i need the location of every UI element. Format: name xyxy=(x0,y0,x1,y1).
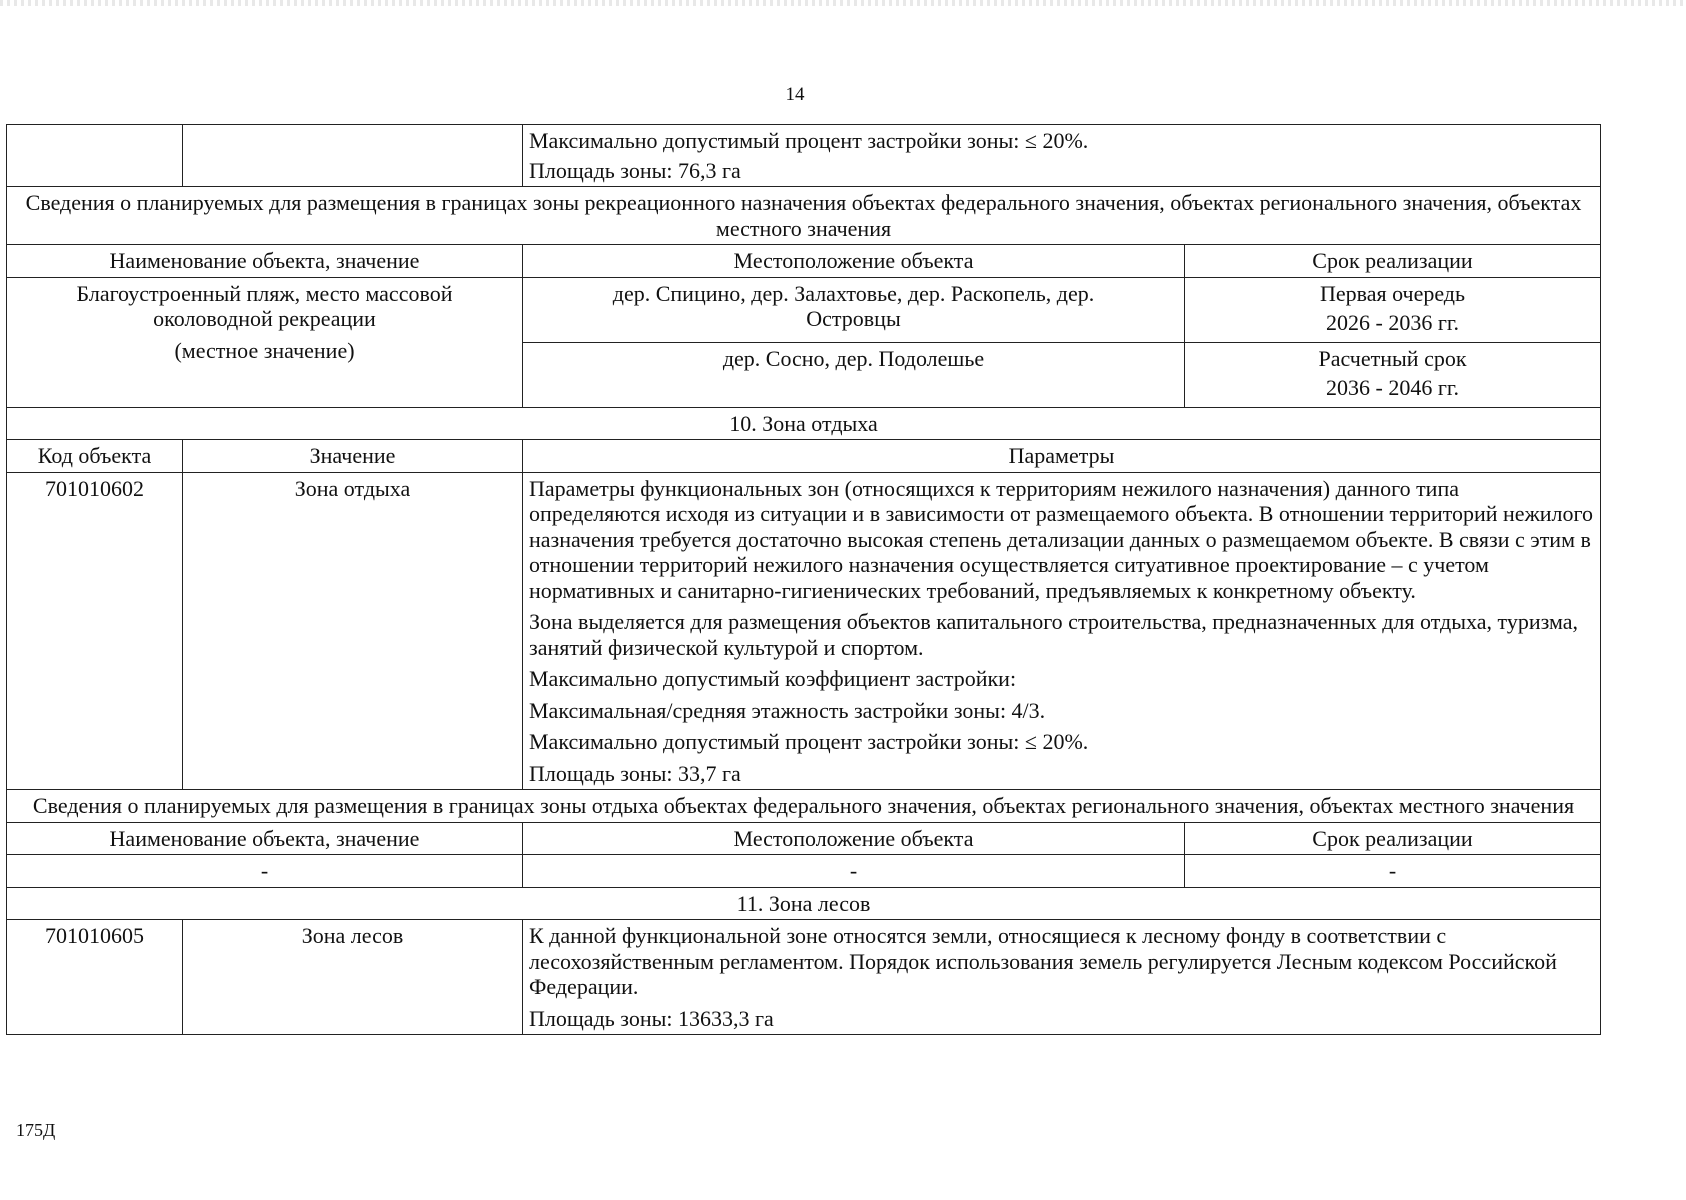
location-text: дер. Спицино, дер. Залахтовье, дер. Раскопель, дер. Островцы xyxy=(612,280,1095,332)
column-header-value: Значение xyxy=(183,440,523,473)
term-years: 2036 - 2046 гг. xyxy=(1326,375,1459,401)
table-row xyxy=(7,920,1601,1035)
zone10-params-cell xyxy=(523,472,1601,790)
recreation-objects-heading: Сведения о планируемых для размещения в границах зоны рекреационного назначения объектах федерального значения, объектах регионального значения, объектах местного значения xyxy=(7,187,1601,245)
zone10-param-paragraph: Зона выделяется для размещения объектов капитального строительства, предназначенных для отдыха, туризма, занятий физической культурой и спортом. xyxy=(529,609,1579,660)
zone11-params-cell xyxy=(523,920,1601,1035)
scan-edge-artifact xyxy=(0,0,1686,6)
section-heading-row xyxy=(7,790,1601,823)
zone10-title: 10. Зона отдыха xyxy=(7,407,1601,440)
max-build-percent-line: Максимально допустимый процент застройки зоны: ≤ 20%. xyxy=(529,128,1089,153)
zone11-param-paragraph: Площадь зоны: 13633,3 га xyxy=(529,1005,774,1031)
table-row xyxy=(7,277,1601,342)
zone10-value: Зона отдыха xyxy=(183,472,523,790)
empty-term: - xyxy=(1185,855,1601,888)
table-row xyxy=(7,855,1601,888)
zone10-param-paragraph: Параметры функциональных зон (относящихся к территориям нежилого назначения) данного типа определяются исходя из ситуации и в зависимости от размещаемого объекта. В отношении территорий нежилого назначения требуется достаточно высокая степень детализации данных о размещаемом объекте. В связи с этим в отношении территорий нежилого назначения осуществляется ситуативное проектирование – с учетом нормативных и санитарно-гигиенических требований, предъявляемых к конкретному объекту. xyxy=(529,475,1594,603)
object-significance: (местное значение) xyxy=(174,337,355,363)
table-row xyxy=(7,125,1601,187)
location-cell xyxy=(523,342,1185,407)
column-header-object-name: Наименование объекта, значение xyxy=(7,822,523,855)
zone11-value: Зона лесов xyxy=(183,920,523,1035)
params-cell xyxy=(523,125,1601,187)
zones-table xyxy=(6,124,1601,1035)
table-header-row xyxy=(7,245,1601,278)
column-header-code: Код объекта xyxy=(7,440,183,473)
zone10-objects-heading: Сведения о планируемых для размещения в границах зоны отдыха объектах федерального значения, объектах регионального значения, объектах местного значения xyxy=(7,790,1601,823)
table-header-row xyxy=(7,822,1601,855)
zone-title-row xyxy=(7,407,1601,440)
zone10-param-paragraph: Максимально допустимый коэффициент застройки: xyxy=(529,666,1017,692)
term-cell xyxy=(1185,342,1601,407)
zone10-code: 701010602 xyxy=(7,472,183,790)
table-header-row xyxy=(7,440,1601,473)
empty-location: - xyxy=(523,855,1185,888)
zone11-title: 11. Зона лесов xyxy=(7,887,1601,920)
zone10-param-paragraph: Площадь зоны: 33,7 га xyxy=(529,760,741,786)
code-cell xyxy=(7,125,183,187)
location-text: дер. Сосно, дер. Подолешье xyxy=(722,345,985,371)
column-header-object-name: Наименование объекта, значение xyxy=(7,245,523,278)
zone-area-line: Площадь зоны: 76,3 га xyxy=(529,157,741,183)
zone11-code: 701010605 xyxy=(7,920,183,1035)
zone-title-row xyxy=(7,887,1601,920)
term-title: Первая очередь xyxy=(1319,280,1466,306)
term-years: 2026 - 2036 гг. xyxy=(1326,310,1459,336)
column-header-params: Параметры xyxy=(523,440,1601,473)
location-cell xyxy=(523,277,1185,342)
empty-object-name: - xyxy=(7,855,523,888)
column-header-location: Местоположение объекта xyxy=(523,822,1185,855)
value-cell xyxy=(183,125,523,187)
column-header-location: Местоположение объекта xyxy=(523,245,1185,278)
section-heading-row xyxy=(7,187,1601,245)
zone11-param-paragraph: К данной функциональной зоне относятся земли, относящиеся к лесному фонду в соответствии с лесохозяйственным регламентом. Порядок использования земель регулируется Лесным кодексом Российской Федерации. xyxy=(529,923,1557,1000)
column-header-term: Срок реализации xyxy=(1185,822,1601,855)
footer-code: 175Д xyxy=(16,1120,56,1140)
page-number: 14 xyxy=(785,84,805,105)
object-name: Благоустроенный пляж, место массовой околоводной рекреации xyxy=(76,280,453,332)
term-cell xyxy=(1185,277,1601,342)
zone10-param-paragraph: Максимальная/средняя этажность застройки зоны: 4/3. xyxy=(529,697,1046,723)
zone10-param-paragraph: Максимально допустимый процент застройки зоны: ≤ 20%. xyxy=(529,729,1089,755)
column-header-term: Срок реализации xyxy=(1185,245,1601,278)
object-name-cell xyxy=(7,277,523,407)
table-row xyxy=(7,472,1601,790)
term-title: Расчетный срок xyxy=(1318,345,1467,371)
